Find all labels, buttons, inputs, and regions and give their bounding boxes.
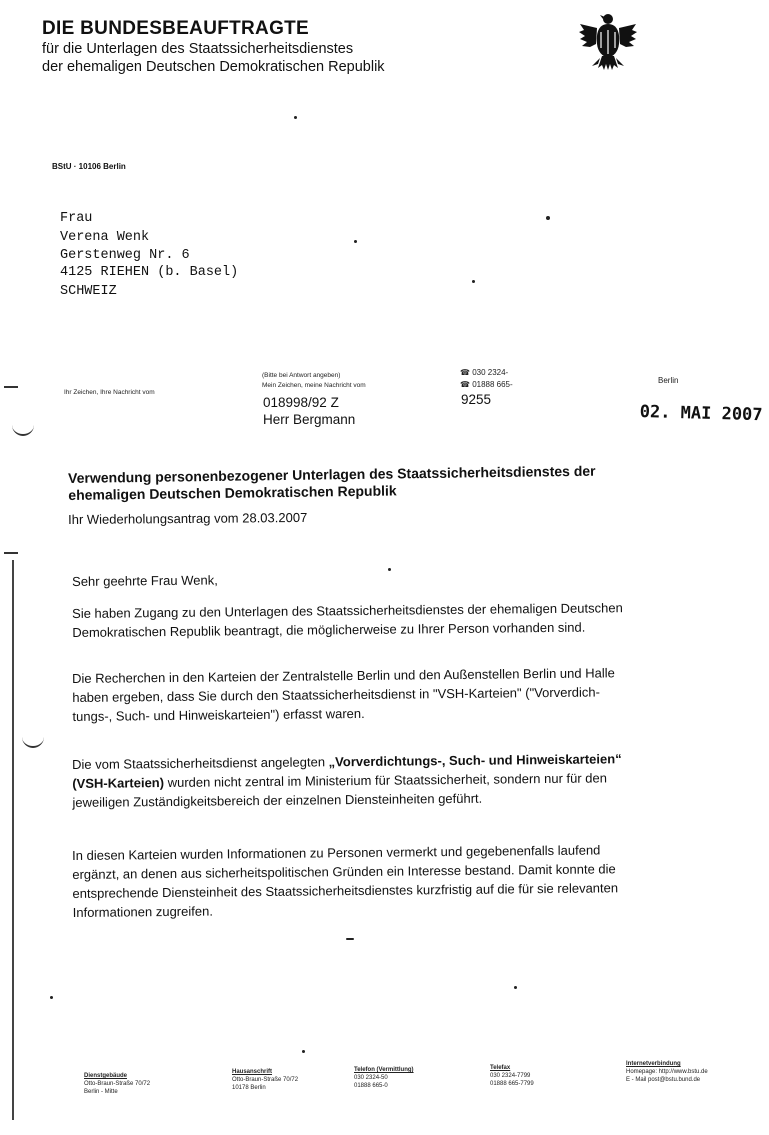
paragraph-3 bbox=[72, 748, 723, 812]
paragraph-3-line-2-text: wurden nicht zentral im Ministerium für Staatssicherheit, sondern nur für den bbox=[163, 770, 608, 791]
paragraph-2-line-3: tungs-, Such- und Hinweiskarteien") erfasst waren. bbox=[72, 705, 365, 724]
scan-speck bbox=[302, 1050, 305, 1053]
fold-mark-middle bbox=[4, 552, 18, 554]
recipient-street: Gerstenweg Nr. 6 bbox=[60, 248, 190, 263]
paragraph-2-line-1: Die Recherchen in den Karteien der Zentralstelle Berlin und den Außenstellen Berlin und Halle bbox=[72, 665, 615, 686]
scan-margin-line bbox=[12, 560, 14, 1120]
phone-prefix-2: ☎ 01888 665- bbox=[460, 380, 513, 389]
fold-mark-top bbox=[4, 386, 18, 388]
paragraph-3-line-3: jeweiligen Zuständigkeitsbereich der einzelnen Diensteinheiten geführt. bbox=[72, 790, 483, 810]
paragraph-4-line-3: entsprechende Diensteinheit des Staatssicherheitsdienstes kurzfristig auf die für sie relevanten bbox=[72, 880, 619, 901]
paragraph-2-line-2: haben ergeben, dass Sie durch den Staatssicherheitsdienst in "VSH-Karteien" ("Vorverdich- bbox=[72, 684, 600, 705]
letter-city: Berlin bbox=[658, 376, 679, 385]
footer-postal bbox=[232, 1068, 298, 1092]
paragraph-3-line-1-text: Die vom Staatssicherheitsdienst angelegten bbox=[72, 754, 329, 772]
recipient-name: Verena Wenk bbox=[60, 230, 150, 245]
salutation: Sehr geehrte Frau Wenk, bbox=[72, 572, 218, 589]
footer-phone-line-1: 030 2324-50 bbox=[354, 1075, 388, 1081]
footer-fax-line-1: 030 2324-7799 bbox=[490, 1073, 531, 1079]
scan-speck bbox=[354, 240, 357, 243]
scan-speck bbox=[514, 986, 517, 989]
paragraph-4-line-4: Informationen zugreifen. bbox=[72, 903, 213, 920]
footer-office-heading: Dienstgebäude bbox=[84, 1073, 128, 1079]
footer-office bbox=[84, 1072, 150, 1096]
paragraph-1-line-2: Demokratischen Republik beantragt, die möglicherweise zu Ihrer Person vorhanden sind. bbox=[72, 619, 586, 640]
recipient-city: 4125 RIEHEN (b. Basel) bbox=[60, 265, 239, 280]
footer-phone bbox=[354, 1066, 414, 1090]
recipient-salutation: Frau bbox=[60, 211, 93, 226]
punch-hole-mark-bottom bbox=[22, 732, 44, 748]
phone-prefix-1: ☎ 030 2324- bbox=[460, 368, 509, 377]
scan-speck bbox=[388, 568, 391, 571]
authority-subtitle-line1: für die Unterlagen des Staatssicherheitsdienstes bbox=[42, 41, 354, 57]
my-reference-value: 018998/92 Z bbox=[263, 395, 339, 410]
subject-line-1: Verwendung personenbezogener Unterlagen des Staatssicherheitsdienstes der bbox=[68, 462, 596, 486]
my-reference-label: Mein Zeichen, meine Nachricht vom bbox=[262, 382, 366, 389]
scan-speck bbox=[546, 216, 550, 220]
paragraph-4-line-1: In diesen Karteien wurden Informationen zu Personen vermerkt und gegebenenfalls laufend bbox=[72, 842, 601, 863]
vsh-abbrev-bold: (VSH-Karteien) bbox=[72, 775, 165, 791]
footer-internet-line-2: E - Mail post@bstu.bund.de bbox=[626, 1077, 701, 1083]
scan-speck bbox=[346, 938, 354, 940]
federal-eagle-emblem bbox=[576, 10, 640, 74]
footer-internet bbox=[626, 1060, 708, 1084]
footer-postal-line-2: 10178 Berlin bbox=[232, 1085, 266, 1091]
footer-internet-line-1: Homepage: http://www.bstu.de bbox=[626, 1069, 708, 1075]
footer-postal-line-1: Otto-Braun-Straße 70/72 bbox=[232, 1077, 299, 1083]
subject-line-2: ehemaligen Deutschen Demokratischen Republik bbox=[68, 482, 397, 503]
recipient-country: SCHWEIZ bbox=[60, 284, 117, 299]
request-reference: Ihr Wiederholungsantrag vom 28.03.2007 bbox=[68, 509, 308, 527]
footer-phone-heading: Telefon (Vermittlung) bbox=[354, 1067, 414, 1073]
letter-date-stamp: 02. MAI 2007 bbox=[639, 402, 763, 426]
punch-hole-mark-top bbox=[12, 420, 34, 436]
authority-subtitle-line2: der ehemaligen Deutschen Demokratischen Republik bbox=[42, 59, 385, 75]
footer-postal-heading: Hausanschrift bbox=[232, 1069, 273, 1075]
clerk-name: Herr Bergmann bbox=[263, 412, 356, 427]
paragraph-1 bbox=[72, 597, 722, 642]
paragraph-4 bbox=[72, 839, 723, 922]
footer-office-line-1: Otto-Braun-Straße 70/72 bbox=[84, 1081, 151, 1087]
sender-return-address: BStU · 10106 Berlin bbox=[52, 162, 126, 171]
footer-fax-line-2: 01888 665-7799 bbox=[490, 1081, 534, 1087]
footer-phone-line-2: 01888 665-0 bbox=[354, 1083, 388, 1089]
footer-fax bbox=[490, 1064, 534, 1088]
footer-internet-heading: Internetverbindung bbox=[626, 1061, 681, 1067]
paragraph-1-line-1: Sie haben Zugang zu den Unterlagen des Staatssicherheitsdienstes der ehemaligen Deutschen bbox=[72, 600, 623, 621]
paragraph-2 bbox=[72, 662, 723, 726]
paragraph-4-line-2: ergänzt, an denen aus sicherheitspolitischen Gründen ein Interesse bestand. Damit konnte die bbox=[72, 861, 616, 882]
footer-office-line-2: Berlin - Mitte bbox=[84, 1089, 118, 1095]
scan-speck bbox=[472, 280, 475, 283]
letter-subject bbox=[68, 461, 708, 504]
reply-note-label: (Bitte bei Antwort angeben) bbox=[262, 372, 341, 379]
footer-fax-heading: Telefax bbox=[490, 1065, 511, 1071]
vsh-term-bold: „Vorverdichtungs-, Such- und Hinweiskarteien“ bbox=[328, 751, 622, 770]
phone-extension: 9255 bbox=[461, 392, 492, 407]
authority-title: DIE BUNDESBEAUFTRAGTE bbox=[42, 18, 310, 39]
scan-speck bbox=[294, 116, 297, 119]
scan-speck bbox=[50, 996, 53, 999]
your-reference-label: Ihr Zeichen, Ihre Nachricht vom bbox=[64, 389, 155, 396]
